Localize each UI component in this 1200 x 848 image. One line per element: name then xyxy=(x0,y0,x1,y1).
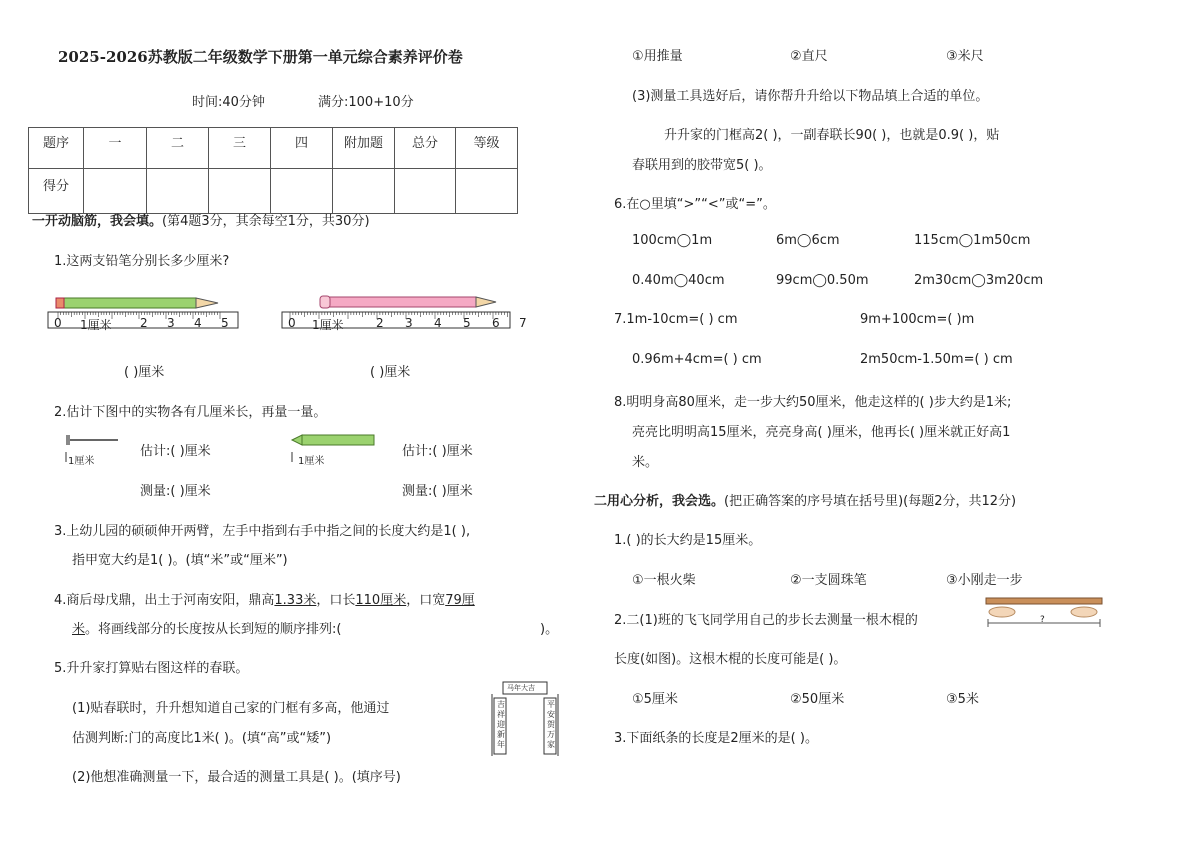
q6-item-3[interactable]: 115cm◯1m50cm xyxy=(914,233,1031,248)
score-cell[interactable] xyxy=(456,169,518,214)
score-header-cell: 三 xyxy=(209,128,271,169)
section1-heading-line xyxy=(32,210,370,229)
pencil-1-eraser xyxy=(56,298,64,308)
q4-value-height: 1.33米 xyxy=(274,593,317,608)
q4-line1 xyxy=(54,589,475,608)
section1-note: (第4题3分，其余每空1分，共30分) xyxy=(162,214,370,229)
ruler-1-tick-1: 1厘米 xyxy=(80,318,112,332)
ruler-2-tick-5: 5 xyxy=(463,316,471,330)
score-row-label: 得分 xyxy=(29,169,84,214)
q6-item-2[interactable]: 6m◯6cm xyxy=(776,233,840,248)
c2-option-3[interactable]: ③5米 xyxy=(946,692,979,707)
footprint-icon xyxy=(1071,607,1097,617)
q5-text: 5.升升家打算贴右图这样的春联。 xyxy=(54,661,249,676)
score-header-cell: 题序 xyxy=(29,128,84,169)
score-header-cell: 等级 xyxy=(456,128,518,169)
score-header-cell: 总分 xyxy=(395,128,456,169)
q7-item-3[interactable]: 0.96m+4cm=( ) cm xyxy=(632,352,762,367)
nail-scale-label: 1厘米 xyxy=(68,456,95,467)
crayon-scale-label: 1厘米 xyxy=(298,456,325,467)
pencil-2-eraser xyxy=(320,296,330,308)
section1-heading: 一开动脑筋，我会填。 xyxy=(32,214,163,229)
couplet-left-text: 吉祥迎新年 xyxy=(497,700,505,749)
q1-text: 1.这两支铅笔分别长多少厘米? xyxy=(54,254,230,269)
q4-value-width-unit: 米 xyxy=(72,622,86,637)
ruler-1-tick-2: 2 xyxy=(140,316,148,330)
pencil-1-body xyxy=(60,298,196,308)
score-cell[interactable] xyxy=(84,169,147,214)
q6-item-5[interactable]: 99cm◯0.50m xyxy=(776,273,869,288)
q5-option-1[interactable]: ①用推量 xyxy=(632,49,683,64)
q4-value-length: 110厘米 xyxy=(355,593,407,608)
pencil-1-tip xyxy=(196,298,218,308)
score-cell[interactable] xyxy=(209,169,271,214)
q2-text: 2.估计下图中的实物各有几厘米长，再量一量。 xyxy=(54,405,327,420)
q5-option-3[interactable]: ③米尺 xyxy=(946,49,984,64)
c3-text[interactable]: 3.下面纸条的长度是2厘米的是( )。 xyxy=(614,731,818,746)
q2-estimate-2[interactable]: 估计:( )厘米 xyxy=(402,444,473,459)
q3-line2[interactable]: 指甲宽大约是1( )。(填“米”或“厘米”) xyxy=(72,553,288,568)
q5-sub1-line1: (1)贴春联时，升升想知道自己家的门框有多高，他通过 xyxy=(72,701,390,716)
ruler-1-tick-0: 0 xyxy=(54,316,62,330)
ruler-2-tick-1: 1厘米 xyxy=(312,318,344,332)
wooden-stick xyxy=(986,598,1102,604)
ruler-1-tick-5: 5 xyxy=(221,316,229,330)
q4-text-a: 4.商后母戊鼎，出土于河南安阳，鼎高 xyxy=(54,593,275,608)
q5-sub2[interactable]: (2)他想准确测量一下，最合适的测量工具是( )。(填序号) xyxy=(72,770,401,785)
couplet-right-text: 平安贺万家 xyxy=(547,700,555,749)
section2-heading: 二用心分析，我会选。 xyxy=(594,494,725,509)
c1-text[interactable]: 1.( )的长大约是15厘米。 xyxy=(614,533,762,548)
c2-option-2[interactable]: ②50厘米 xyxy=(790,692,845,707)
c1-option-2[interactable]: ②一支圆珠笔 xyxy=(790,573,867,588)
q5-sub3-line1[interactable]: 升升家的门框高2( )，一副春联长90( )，也就是0.9( )，贴 xyxy=(664,128,1000,143)
c2-line2[interactable]: 长度(如图)。这根木棍的长度可能是( )。 xyxy=(614,652,847,667)
ruler-2-tick-6: 6 xyxy=(492,316,500,330)
score-cell[interactable] xyxy=(147,169,209,214)
pencil-ruler-figure-1 xyxy=(48,296,248,336)
score-table-score-row xyxy=(29,169,518,214)
c1-option-3[interactable]: ③小刚走一步 xyxy=(946,573,1023,588)
q1-answer-1[interactable]: ( )厘米 xyxy=(124,365,165,380)
nail-head xyxy=(66,435,70,445)
score-cell[interactable] xyxy=(333,169,395,214)
ruler-2-tick-4: 4 xyxy=(434,316,442,330)
q4-text-b: ，口长 xyxy=(316,593,356,608)
score-table xyxy=(28,127,518,214)
ruler-2-tick-7: 7 xyxy=(519,316,527,330)
q1-answer-2[interactable]: ( )厘米 xyxy=(370,365,411,380)
q6-text: 6.在○里填“>”“<”或“=”。 xyxy=(614,197,776,212)
full-score: 满分:100+10分 xyxy=(318,95,414,110)
couplet-top-text: 马年大吉 xyxy=(507,684,535,692)
q4-text-c: ，口宽 xyxy=(406,593,446,608)
q6-item-1[interactable]: 100cm◯1m xyxy=(632,233,713,248)
q5-sub1-line2[interactable]: 估测判断:门的高度比1米( )。(填“高”或“矮”) xyxy=(72,731,332,746)
score-cell[interactable] xyxy=(271,169,333,214)
pencil-2-tip xyxy=(476,297,496,307)
ruler-2-tick-3: 3 xyxy=(405,316,413,330)
q7-item-2[interactable]: 9m+100cm=( )m xyxy=(860,312,975,327)
q5-option-2[interactable]: ②直尺 xyxy=(790,49,828,64)
footprint-icon xyxy=(989,607,1015,617)
score-cell[interactable] xyxy=(395,169,456,214)
q4-text-d: 。将画线部分的长度按从长到短的顺序排列:( xyxy=(85,622,342,637)
q8-line3: 米。 xyxy=(632,455,659,470)
score-table-header-row xyxy=(29,128,518,169)
q8-line2[interactable]: 亮亮比明明高15厘米，亮亮身高( )厘米，他再长( )厘米就正好高1 xyxy=(632,425,1011,440)
q4-line2[interactable] xyxy=(72,618,341,637)
ruler-2-tick-0: 0 xyxy=(288,316,296,330)
ruler-1-tick-4: 4 xyxy=(194,316,202,330)
c1-option-1[interactable]: ①一根火柴 xyxy=(632,573,696,588)
c2-option-1[interactable]: ①5厘米 xyxy=(632,692,678,707)
q7-item-4[interactable]: 2m50cm-1.50m=( ) cm xyxy=(860,352,1013,367)
q2-estimate-1[interactable]: 估计:( )厘米 xyxy=(140,444,211,459)
page-title: 2025-2026苏教版二年级数学下册第一单元综合素养评价卷 xyxy=(58,48,463,66)
section2-note: (把正确答案的序号填在括号里)(每题2分，共12分) xyxy=(724,494,1017,509)
score-header-cell: 附加题 xyxy=(333,128,395,169)
q7-item-1[interactable]: 7.1m-10cm=( ) cm xyxy=(614,312,738,327)
score-header-cell: 一 xyxy=(84,128,147,169)
ruler-1-tick-3: 3 xyxy=(167,316,175,330)
stick-footprint-figure xyxy=(986,596,1104,630)
crayon-body xyxy=(302,435,374,445)
q6-item-4[interactable]: 0.40m◯40cm xyxy=(632,273,725,288)
section2-heading-line xyxy=(594,490,1016,509)
q8-line1[interactable]: 8.明明身高80厘米，走一步大约50厘米，他走这样的( )步大约是1米; xyxy=(614,395,1012,410)
score-header-cell: 二 xyxy=(147,128,209,169)
score-header-cell: 四 xyxy=(271,128,333,169)
q6-item-6[interactable]: 2m30cm◯3m20cm xyxy=(914,273,1044,288)
q4-value-width: 79厘 xyxy=(445,593,475,608)
q3-line1[interactable]: 3.上幼儿园的硕硕伸开两臂，左手中指到右手中指之间的长度大约是1( ), xyxy=(54,524,471,539)
c2-line1: 2.二(1)班的飞飞同学用自己的步长去测量一根木棍的 xyxy=(614,613,918,628)
q5-sub3: (3)测量工具选好后，请你帮升升给以下物品填上合适的单位。 xyxy=(632,89,989,104)
q2-measure-2[interactable]: 测量:( )厘米 xyxy=(402,484,473,499)
q4-answer-close: )。 xyxy=(540,622,559,637)
pencil-2-body xyxy=(326,297,476,307)
ruler-2-tick-2: 2 xyxy=(376,316,384,330)
q5-sub3-line2[interactable]: 春联用到的胶带宽5( )。 xyxy=(632,158,772,173)
q2-measure-1[interactable]: 测量:( )厘米 xyxy=(140,484,211,499)
time-limit: 时间:40分钟 xyxy=(192,95,265,110)
crayon-tip xyxy=(292,435,302,445)
stick-length-mark: ? xyxy=(1040,615,1045,625)
